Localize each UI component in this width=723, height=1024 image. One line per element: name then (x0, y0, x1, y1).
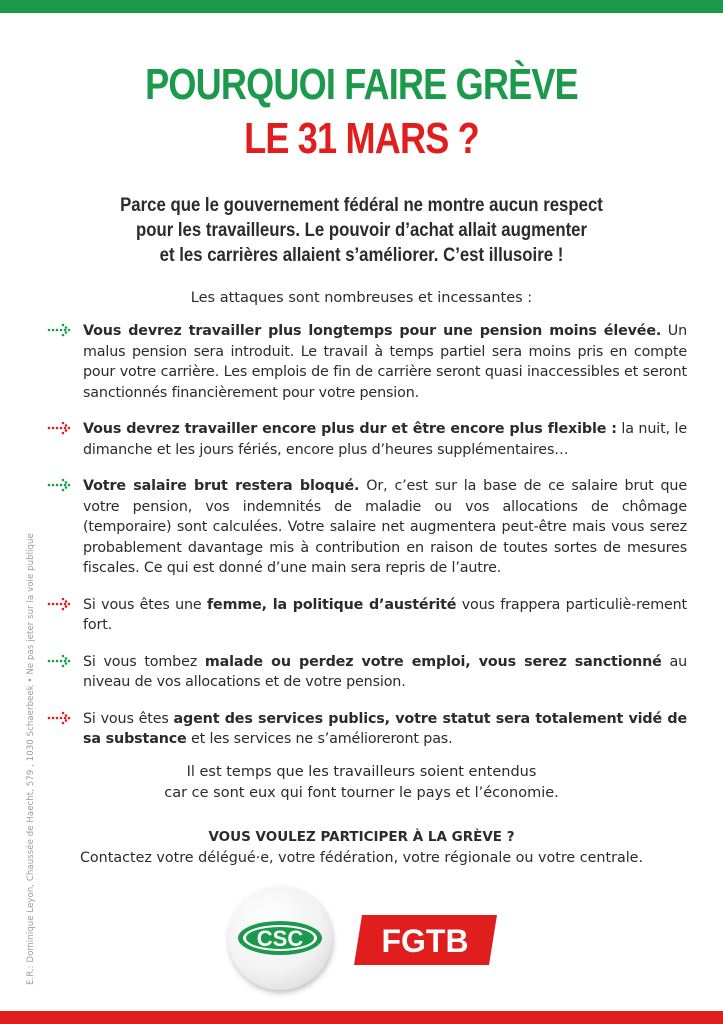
dotted-arrow-icon (47, 421, 73, 435)
fgtb-logo (354, 915, 497, 965)
list-item (47, 321, 687, 403)
dotted-arrow-icon (47, 478, 73, 492)
intro-line: Parce que le gouvernement fédéral ne montre aucun respect (120, 194, 603, 216)
closing-paragraph (0, 762, 723, 804)
title-line-1: POURQUOI FAIRE GRÈVE (145, 60, 578, 109)
list-item (47, 419, 687, 460)
csc-logo (228, 886, 332, 990)
csc-logo-mark (228, 886, 332, 990)
list-item (47, 652, 687, 693)
csc-logo-text: CSC (256, 926, 304, 951)
bottom-red-bar (0, 1011, 723, 1024)
cta-text: Contactez votre délégué·e, votre fédération, votre régionale ou votre centrale. (79, 850, 644, 866)
publisher-notice: E.R.: Dominique Leyon, Chaussée de Haecht, 579 , 1030 Schaerbeek • Ne pas jeter sur la voie publique (26, 533, 36, 985)
closing-line: car ce sont eux qui font tourner le pays et l’économie. (164, 785, 559, 801)
lead-text: Les attaques sont nombreuses et incessantes : (190, 290, 533, 306)
list-item-text: Votre salaire brut restera bloqué. Or, c’est sur la base de ce salaire brut que votre pension, vos indemnités de maladie ou vos allocations de chômage (temporaire) sont calculées. Votre salaire net augmentera peut-être mais vous serez probablement davantage mis à contribution en raison de toutes sortes de mesures fiscales. Ce qui est donné d’une main sera repris de l’autre. (83, 478, 687, 576)
title-line-2: LE 31 MARS ? (244, 114, 479, 163)
intro-line: pour les travailleurs. Le pouvoir d’achat allait augmenter (135, 219, 588, 241)
list-item-text: Vous devrez travailler plus longtemps pour une pension moins élevée. Un malus pension sera introduit. Le travail à temps partiel sera moins pris en compte pour votre carrière. Les emplois de fin de carrière seront quasi inaccessibles et seront sanctionnés financièrement pour votre pension. (83, 323, 688, 401)
dotted-arrow-icon (47, 654, 73, 668)
top-green-bar (0, 0, 723, 13)
attack-list (47, 321, 687, 766)
dotted-arrow-icon (47, 711, 73, 725)
intro-paragraph (102, 193, 621, 268)
fgtb-logo-text: FGTB (381, 923, 469, 959)
list-item-text: Si vous êtes une femme, la politique d’austérité vous frappera particuliè-rement fort. (83, 596, 687, 633)
intro-line: et les carrières allaient s’améliorer. C’est illusoire ! (159, 244, 564, 266)
list-item-text: Si vous êtes agent des services publics, votre statut sera totalement vidé de sa substance et les services ne s’amélioreront pas. (83, 710, 687, 747)
dotted-arrow-icon (47, 597, 73, 611)
closing-line: Il est temps que les travailleurs soient entendus (186, 764, 537, 780)
cta-title: VOUS VOULEZ PARTICIPER À LA GRÈVE ? (208, 829, 515, 845)
list-item-text: Vous devrez travailler encore plus dur et être encore plus flexible : la nuit, le dimanche et les jours fériés, encore plus d’heures supplémentaires… (83, 421, 687, 458)
list-item (47, 709, 687, 750)
list-item (47, 476, 687, 579)
list-item (47, 595, 687, 636)
list-item-text: Si vous tombez malade ou perdez votre emploi, vous serez sanctionné au niveau de vos allocations et de votre pension. (83, 653, 687, 690)
dotted-arrow-icon (47, 323, 73, 337)
